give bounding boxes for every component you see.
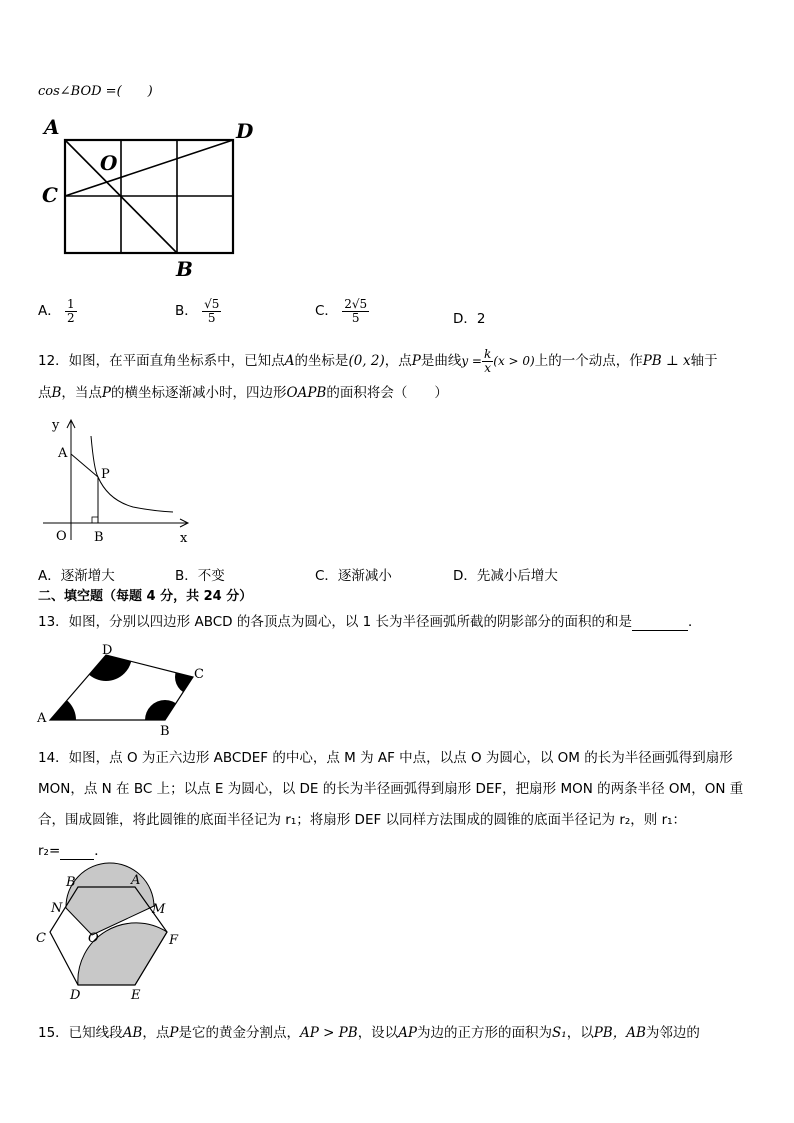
q14-label-E: E — [131, 988, 141, 1003]
q12-label-O: O — [56, 529, 67, 544]
q11-option-d[interactable]: D．2 — [453, 311, 486, 327]
q11-figure — [38, 112, 263, 284]
q14-label-M: M — [152, 902, 166, 917]
q14-answer-blank[interactable] — [60, 843, 94, 860]
q12-label-P: P — [101, 467, 110, 482]
q12-option-b[interactable]: B．不变 — [175, 568, 225, 584]
q14-line1: 14．如图，点 O 为正六边形 ABCDEF 的中心，点 M 为 AF 中点，以点 O 为圆心，以 OM 的长为半径画弧得到扇形 — [38, 750, 733, 766]
q12-line1: 12．如图，在平面直角坐标系中，已知点A的坐标是(0, 2)，点P是曲线y = $\frac{k}{x}$ (x > 0)上的一个动点，作PB ⊥ x轴于 — [38, 347, 718, 375]
q11-label-B: B — [176, 257, 193, 281]
q12-line2: 点B，当点P的横坐标逐渐减小时，四边形OAPB的面积将会（ ） — [38, 385, 448, 401]
q13-answer-blank[interactable] — [632, 614, 688, 631]
q14-label-F: F — [169, 933, 179, 948]
q11-label-O: O — [100, 151, 118, 175]
q14-label-A: A — [131, 873, 141, 888]
q13-text: 13．如图，分别以四边形 ABCD 的各顶点为圆心，以 1 长为半径画弧所截的阴影部分的面积的和是 ． — [38, 614, 702, 630]
q11-stem: cos∠BOD =( ) — [38, 84, 153, 99]
q12-label-x: x — [180, 531, 188, 546]
q13-label-C: C — [194, 667, 204, 682]
q14-line4: r₂= ． — [38, 843, 108, 859]
q12-label-y: y — [52, 418, 60, 433]
q11-label-D: D — [236, 119, 254, 143]
q13-label-A: A — [37, 711, 47, 726]
q12-label-B: B — [94, 530, 104, 545]
q14-label-B: B — [66, 875, 76, 890]
q11-option-b[interactable]: B． $\frac{√5}{5}$ — [175, 297, 220, 325]
q13-figure — [30, 640, 220, 739]
q12-option-d[interactable]: D．先减小后增大 — [453, 568, 558, 584]
q13-label-B: B — [160, 724, 170, 739]
q14-line3: 合，围成圆锥，将此圆锥的底面半径记为 r₁；将扇形 DEF 以同样方法围成的圆锥的底面半径记为 r₂，则 r₁： — [38, 812, 687, 828]
q14-label-D: D — [70, 988, 81, 1003]
q14-label-O: O — [88, 931, 99, 946]
q15-line1: 15．已知线段AB，点P是它的黄金分割点，AP > PB，设以AP为边的正方形的面积为S₁，以PB，AB为邻边的 — [38, 1025, 700, 1041]
q13-label-D: D — [102, 643, 113, 658]
q11-option-c[interactable]: C． $\frac{2√5}{5}$ — [315, 297, 368, 325]
q11-label-C: C — [42, 183, 58, 207]
q14-label-C: C — [36, 931, 46, 946]
q11-label-A: A — [44, 115, 60, 139]
q12-option-c[interactable]: C．逐渐减小 — [315, 568, 392, 584]
q14-label-N: N — [51, 901, 63, 916]
q12-label-A: A — [58, 446, 68, 461]
q12-option-a[interactable]: A．逐渐增大 — [38, 568, 115, 584]
section-title: 二、填空题（每题 4 分，共 24 分） — [38, 589, 253, 604]
q11-option-a[interactable]: A． $\frac{1}{2}$ — [38, 297, 75, 325]
q12-figure — [38, 410, 198, 550]
q14-figure — [30, 872, 200, 1002]
q14-line2: MON，点 N 在 BC 上；以点 E 为圆心，以 DE 的长为半径画弧得到扇形 DEF，把扇形 MON 的两条半径 OM，ON 重 — [38, 781, 744, 797]
